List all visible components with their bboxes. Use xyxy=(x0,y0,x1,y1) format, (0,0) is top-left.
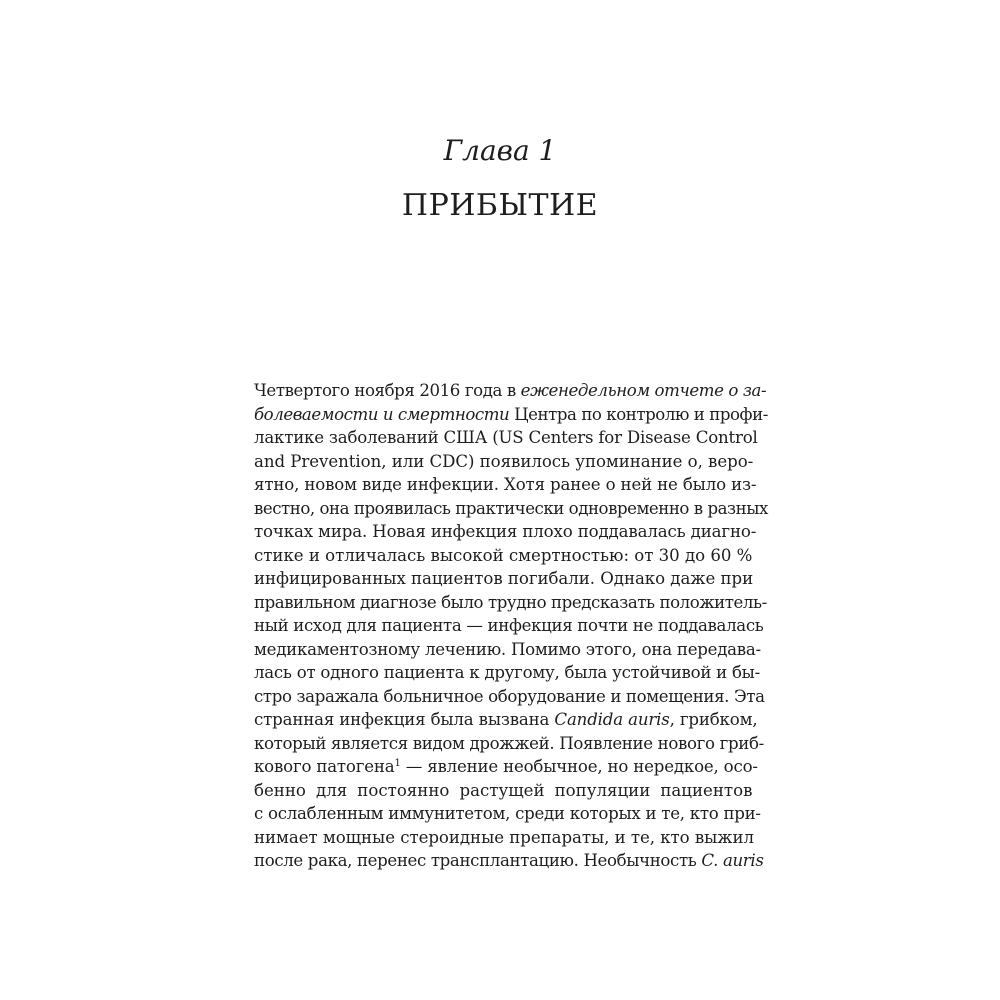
text-line: ный исход для пациента — инфекция почти не поддавалась xyxy=(254,616,764,635)
footnote-ref[interactable]: 1 xyxy=(394,758,401,769)
body-text xyxy=(254,379,768,873)
text-line: нимает мощные стероидные препараты, и те, кто выжил xyxy=(254,827,755,847)
text-line: который является видом дрожжей. Появление нового гриб- xyxy=(254,733,764,753)
chapter-number: Глава 1 xyxy=(443,134,557,167)
text-line: инфицированных пациентов погибали. Однако даже при xyxy=(254,569,754,588)
chapter-title: ПРИБЫТИЕ xyxy=(401,188,599,223)
text-line: бенно для постоянно растущей популяции пациентов xyxy=(254,780,753,800)
text-line: болеваемости и смертности Центра по контролю и профи- xyxy=(254,404,768,424)
text-line: медикаментозному лечению. Помимо этого, она передава- xyxy=(254,639,761,659)
text-line: кового патогена$^1$ — явление необычное, но нередкое, осо- xyxy=(254,757,758,776)
text-line: после рака, перенес трансплантацию. Необычность C. auris xyxy=(254,851,764,870)
text-line: лактике заболеваний США (US Centers for Disease Control xyxy=(254,428,758,447)
text-line: ятно, новом виде инфекции. Хотя ранее о ней не было из- xyxy=(254,475,757,494)
text-line: странная инфекция была вызвана Candida auris, грибком, xyxy=(254,710,758,729)
text-line: лась от одного пациента к другому, была устойчивой и бы- xyxy=(254,663,760,682)
text-line: точках мира. Новая инфекция плохо поддавалась диагно- xyxy=(254,522,757,541)
text-line: с ослабленным иммунитетом, среди которых и те, кто при- xyxy=(254,804,761,823)
text-line: стро заражала больничное оборудование и помещения. Эта xyxy=(254,686,765,706)
text-line: Четвертого ноября 2016 года в еженедельном отчете о за- xyxy=(254,381,767,400)
text-line: правильном диагнозе было трудно предсказать положитель- xyxy=(254,592,767,612)
text-line: стике и отличалась высокой смертностью: от 30 до 60 % xyxy=(254,545,753,565)
text-line: and Prevention, или CDC) появилось упоминание о, веро- xyxy=(254,451,754,471)
text-line: вестно, она проявилась практически одновременно в разных xyxy=(254,498,768,518)
